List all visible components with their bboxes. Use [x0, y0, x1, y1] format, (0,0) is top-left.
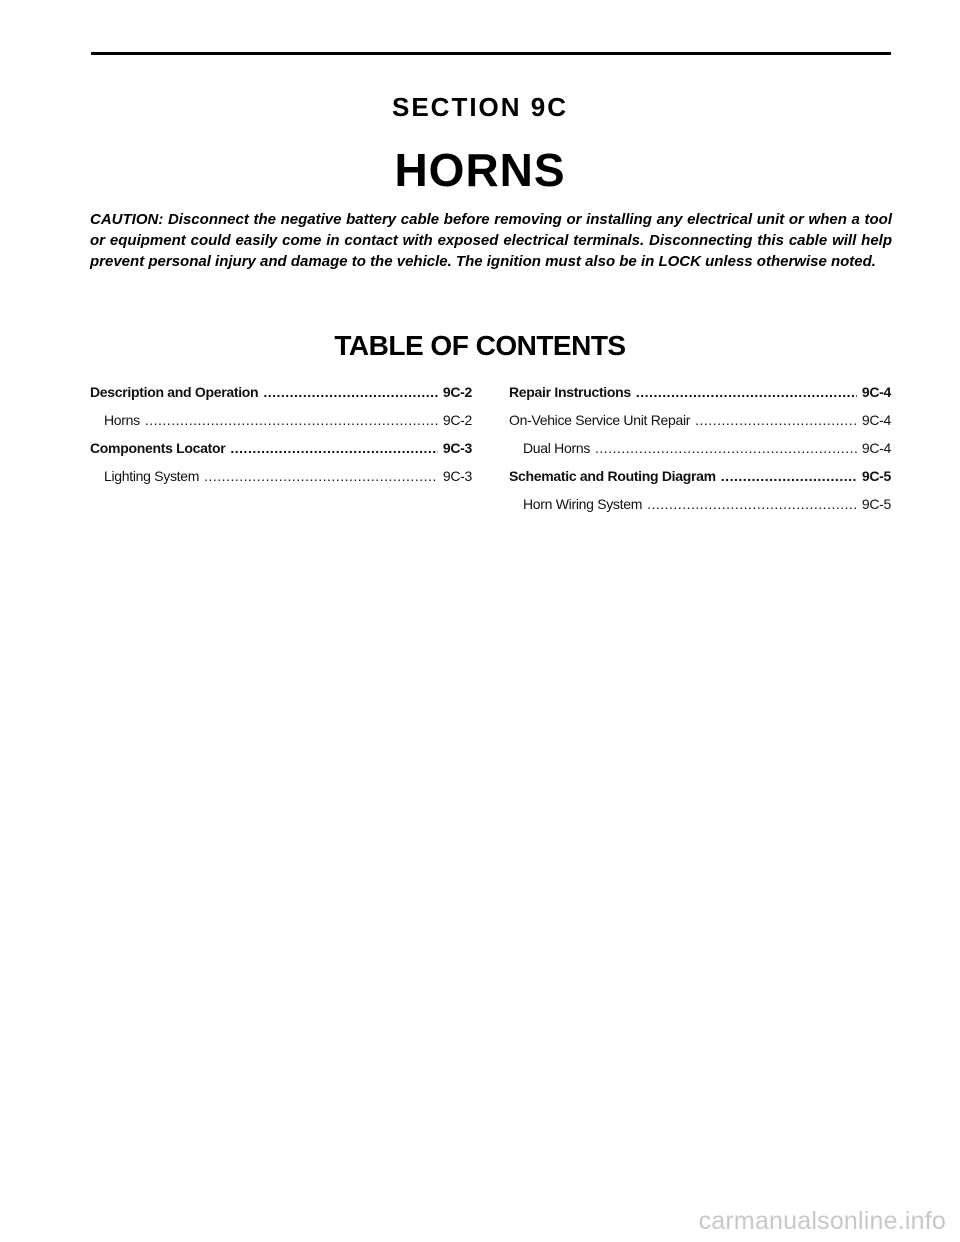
toc-entry-page: 9C-3: [442, 440, 472, 456]
watermark: carmanualsonline.info: [698, 1207, 946, 1235]
toc-right-column: [509, 384, 891, 524]
page-title: HORNS: [394, 144, 566, 196]
top-rule: [91, 52, 891, 55]
toc-heading: TABLE OF CONTENTS: [334, 330, 626, 361]
toc-leader-dots: [595, 440, 857, 456]
toc-entry-components-locator[interactable]: [90, 440, 472, 468]
toc-leader-dots: [647, 496, 857, 512]
toc-entry-label: Components Locator: [90, 440, 226, 456]
toc-leader-dots: [695, 412, 857, 428]
section-heading: SECTION 9C: [391, 92, 569, 122]
toc-entry-label: Lighting System: [104, 468, 200, 484]
toc-entry-page: 9C-4: [861, 440, 891, 456]
toc-entry-repair-instructions[interactable]: [509, 384, 891, 412]
toc-entry-page: 9C-4: [861, 412, 891, 428]
toc-entry-page: 9C-5: [861, 468, 891, 484]
toc-entry-page: 9C-5: [861, 496, 891, 512]
toc-left-column: [90, 384, 472, 496]
toc-entry-label: Schematic and Routing Diagram: [509, 468, 716, 484]
toc-entry-label: Description and Operation: [90, 384, 259, 400]
toc-entry-description-and-operation[interactable]: [90, 384, 472, 412]
toc-entry-page: 9C-2: [442, 384, 472, 400]
toc-leader-dots: [204, 468, 438, 484]
toc-entry-label: On-Vehice Service Unit Repair: [509, 412, 691, 428]
caution-note: CAUTION: Disconnect the negative battery cable before removing or installing any electrical unit or when a tool or equipment could easily come in contact with exposed electrical terminals. Disconnecting this cable will help prevent personal injury and damage to the vehicle. The ignition must also be in LOCK unless otherwise noted.: [90, 211, 892, 270]
toc-entry-dual-horns[interactable]: [509, 440, 891, 468]
toc-entry-label: Horns: [104, 412, 140, 428]
toc-entry-page: 9C-2: [442, 412, 472, 428]
toc-entry-page: 9C-3: [442, 468, 472, 484]
toc-entry-label: Horn Wiring System: [523, 496, 643, 512]
toc-leader-dots: [230, 440, 437, 456]
toc-entry-horn-wiring-system[interactable]: [509, 496, 891, 524]
toc-leader-dots: [145, 412, 438, 428]
toc-entry-on-vehicle-service[interactable]: [509, 412, 891, 440]
toc-entry-lighting-system[interactable]: [90, 468, 472, 496]
toc-entry-label: Dual Horns: [523, 440, 591, 456]
toc-entry-page: 9C-4: [861, 384, 891, 400]
toc-entry-horns[interactable]: [90, 412, 472, 440]
toc-entry-label: Repair Instructions: [509, 384, 631, 400]
toc-leader-dots: [721, 468, 857, 484]
toc-entry-schematic-and-routing[interactable]: [509, 468, 891, 496]
toc-leader-dots: [636, 384, 857, 400]
toc-leader-dots: [263, 384, 438, 400]
